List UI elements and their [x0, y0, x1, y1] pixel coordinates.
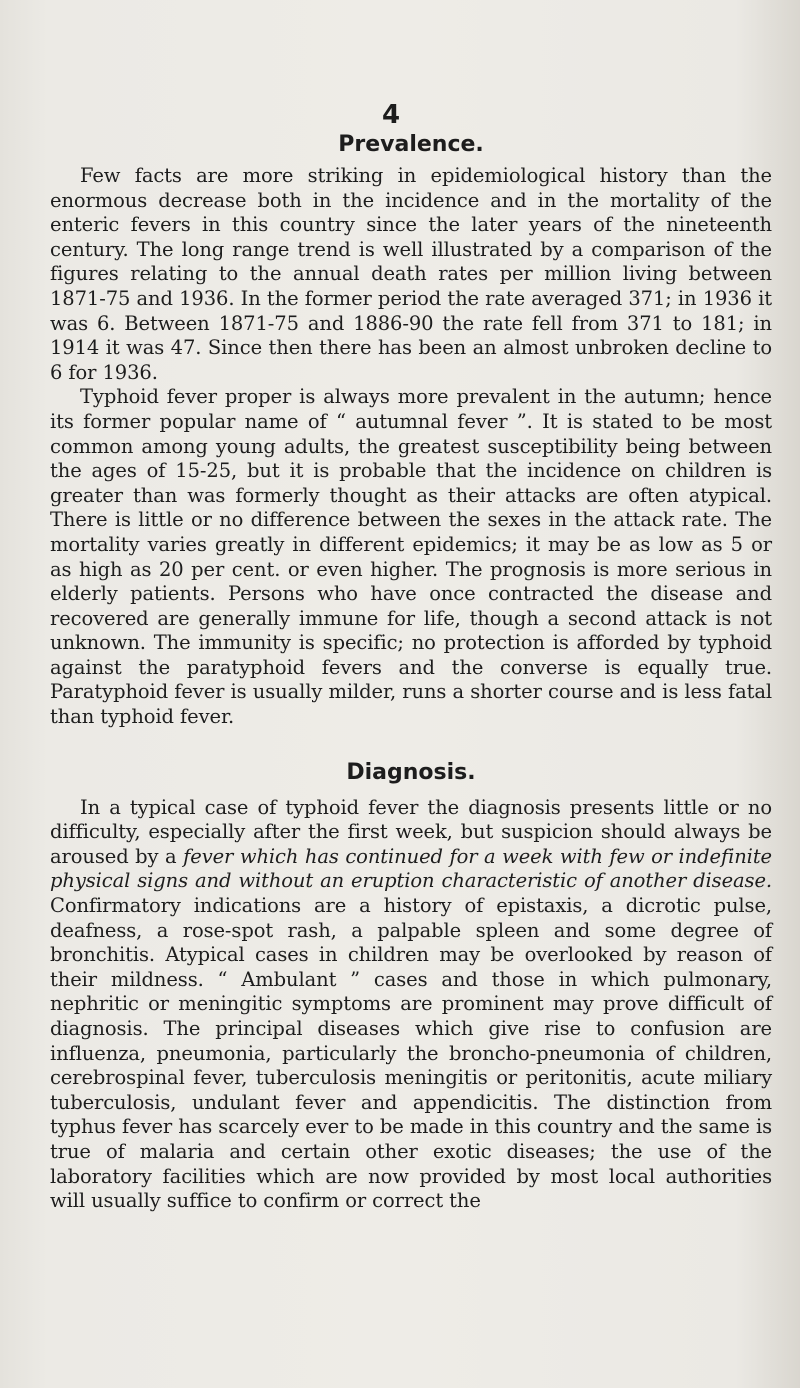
paragraph	[50, 796, 772, 1214]
text-run: Confirmatory indications are a history of epistaxis, a dicrotic pulse, deafness, a rose-spot rash, a palpable spleen and some degree of bronchitis. Atypical cases in children may be overlooked by reason of their mildness. “ Ambulant ” cases and those in which pulmonary, nephritic or meningitic symptoms are prominent may prove difficult of diagnosis. The principal diseases which give rise to confusion are influenza, pneumonia, particularly the broncho-pneumonia of children, cerebrospinal fever, tuberculosis meningitis or peritonitis, acute miliary tuberculosis, undulant fever and appendicitis. The distinction from typhus fever has scarcely ever to be made in this country and the same is true of malaria and certain other exotic diseases; the use of the laboratory facilities which are now provided by most local authorities will usually suffice to confirm or correct the	[50, 894, 772, 1213]
page-content	[50, 100, 772, 1214]
section-heading-diagnosis: Diagnosis.	[346, 759, 476, 785]
paragraph: Few facts are more striking in epidemiological history than the enormous decrease both in the incidence and in the mortality of the enteric fevers in this country since the later years of the nineteenth century. The long range trend is well illustrated by a comparison of the figures relating to the annual death rates per million living between 1871-75 and 1936. In the former period the rate averaged 371; in 1936 it was 6. Between 1871-75 and 1886-90 the rate fell from 371 to 181; in 1914 it was 47. Since then there has been an almost unbroken decline to 6 for 1936.	[50, 164, 772, 384]
page-number: 4	[381, 100, 401, 130]
text-run: In a typical case of typhoid fever the diagnosis presents little or no difficulty, especially after the first week, but suspicion should always be aroused by a	[50, 795, 772, 868]
section-heading-prevalence: Prevalence.	[338, 132, 484, 157]
italic-text-run: fever which has continued for a week with few or indefinite physical signs and without an eruption characteristic of another disease.	[50, 844, 772, 893]
paragraph: Typhoid fever proper is always more prevalent in the autumn; hence its former popular name of “ autumnal fever ”. It is stated to be most common among young adults, the greatest susceptibility being between the ages of 15-25, but it is probable that the incidence on children is greater than was formerly thought as their attacks are often atypical. There is little or no difference between the sexes in the attack rate. The mortality varies greatly in different epidemics; it may be as low as 5 or as high as 20 per cent. or even higher. The prognosis is more serious in elderly patients. Persons who have once contracted the disease and recovered are generally immune for life, though a second attack is not unknown. The immunity is specific; no protection is afforded by typhoid against the paratyphoid fevers and the converse is equally true. Paratyphoid fever is usually milder, runs a shorter course and is less fatal than typhoid fever.	[50, 385, 772, 729]
